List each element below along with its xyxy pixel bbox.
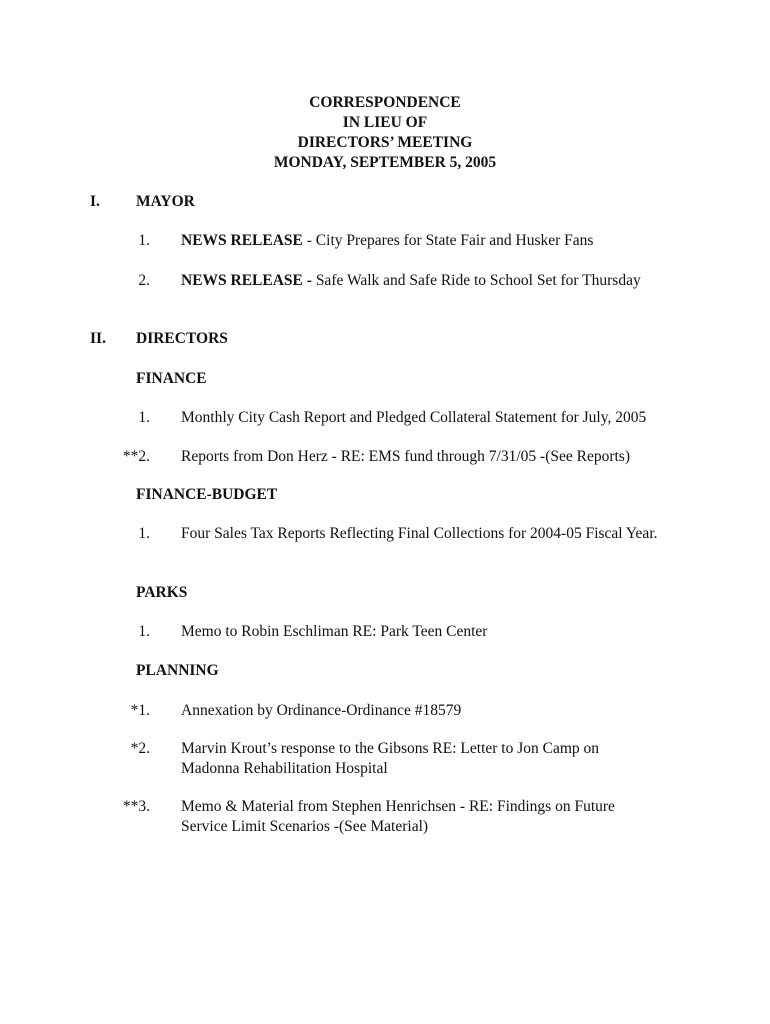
mayor-item-2-number: 2. (138, 272, 150, 289)
planning-item-1-number: *1. (130, 702, 150, 719)
planning-item-1-text: Annexation by Ordinance-Ordinance #18579 (181, 702, 462, 719)
finance-budget-item-1-number: 1. (138, 525, 150, 542)
subsection-title-planning: PLANNING (136, 662, 219, 679)
mayor-item-1-number: 1. (138, 232, 150, 249)
mayor-item-1-text: - City Prepares for State Fair and Husker Fans (302, 232, 594, 249)
mayor-item-2 (181, 271, 641, 291)
planning-item-3-text: Memo & Material from Stephen Henrichsen - RE: Findings on Future Service Limit Scenarios -(See Material) (181, 798, 615, 835)
mayor-item-1-bold: NEWS RELEASE (181, 232, 303, 249)
planning-item-3-number: **3. (122, 798, 150, 815)
finance-item-1-number: 1. (138, 409, 150, 426)
finance-item-2-number: **2. (122, 448, 150, 465)
planning-item-2-number: *2. (130, 740, 150, 757)
parks-item-1-number: 1. (138, 623, 150, 640)
title-line-4: MONDAY, SEPTEMBER 5, 2005 (273, 154, 497, 171)
subsection-title-finance-budget: FINANCE-BUDGET (136, 486, 278, 503)
title-line-1: CORRESPONDENCE (309, 94, 461, 111)
mayor-item-2-bold: NEWS RELEASE - (181, 272, 312, 289)
planning-item-2-text: Marvin Krout’s response to the Gibsons RE: Letter to Jon Camp on Madonna Rehabilitation Hospital (181, 740, 600, 777)
parks-item-1-text: Memo to Robin Eschliman RE: Park Teen Center (181, 623, 488, 640)
mayor-item-2-text: Safe Walk and Safe Ride to School Set for Thursday (311, 272, 641, 289)
finance-item-1-text: Monthly City Cash Report and Pledged Collateral Statement for July, 2005 (181, 409, 647, 426)
mayor-item-1 (181, 231, 593, 251)
section-title-mayor: MAYOR (136, 193, 195, 210)
subsection-title-parks: PARKS (136, 584, 188, 601)
title-line-2: IN LIEU OF (342, 114, 428, 131)
finance-budget-item-1-text: Four Sales Tax Reports Reflecting Final Collections for 2004-05 Fiscal Year. (181, 525, 658, 542)
finance-item-2-text: Reports from Don Herz - RE: EMS fund through 7/31/05 -(See Reports) (181, 448, 631, 465)
section-title-directors: DIRECTORS (136, 330, 228, 347)
title-line-3: DIRECTORS’ MEETING (297, 134, 473, 151)
section-numeral-2: II. (90, 330, 106, 347)
section-numeral-1: I. (90, 193, 100, 210)
subsection-title-finance: FINANCE (136, 370, 207, 387)
